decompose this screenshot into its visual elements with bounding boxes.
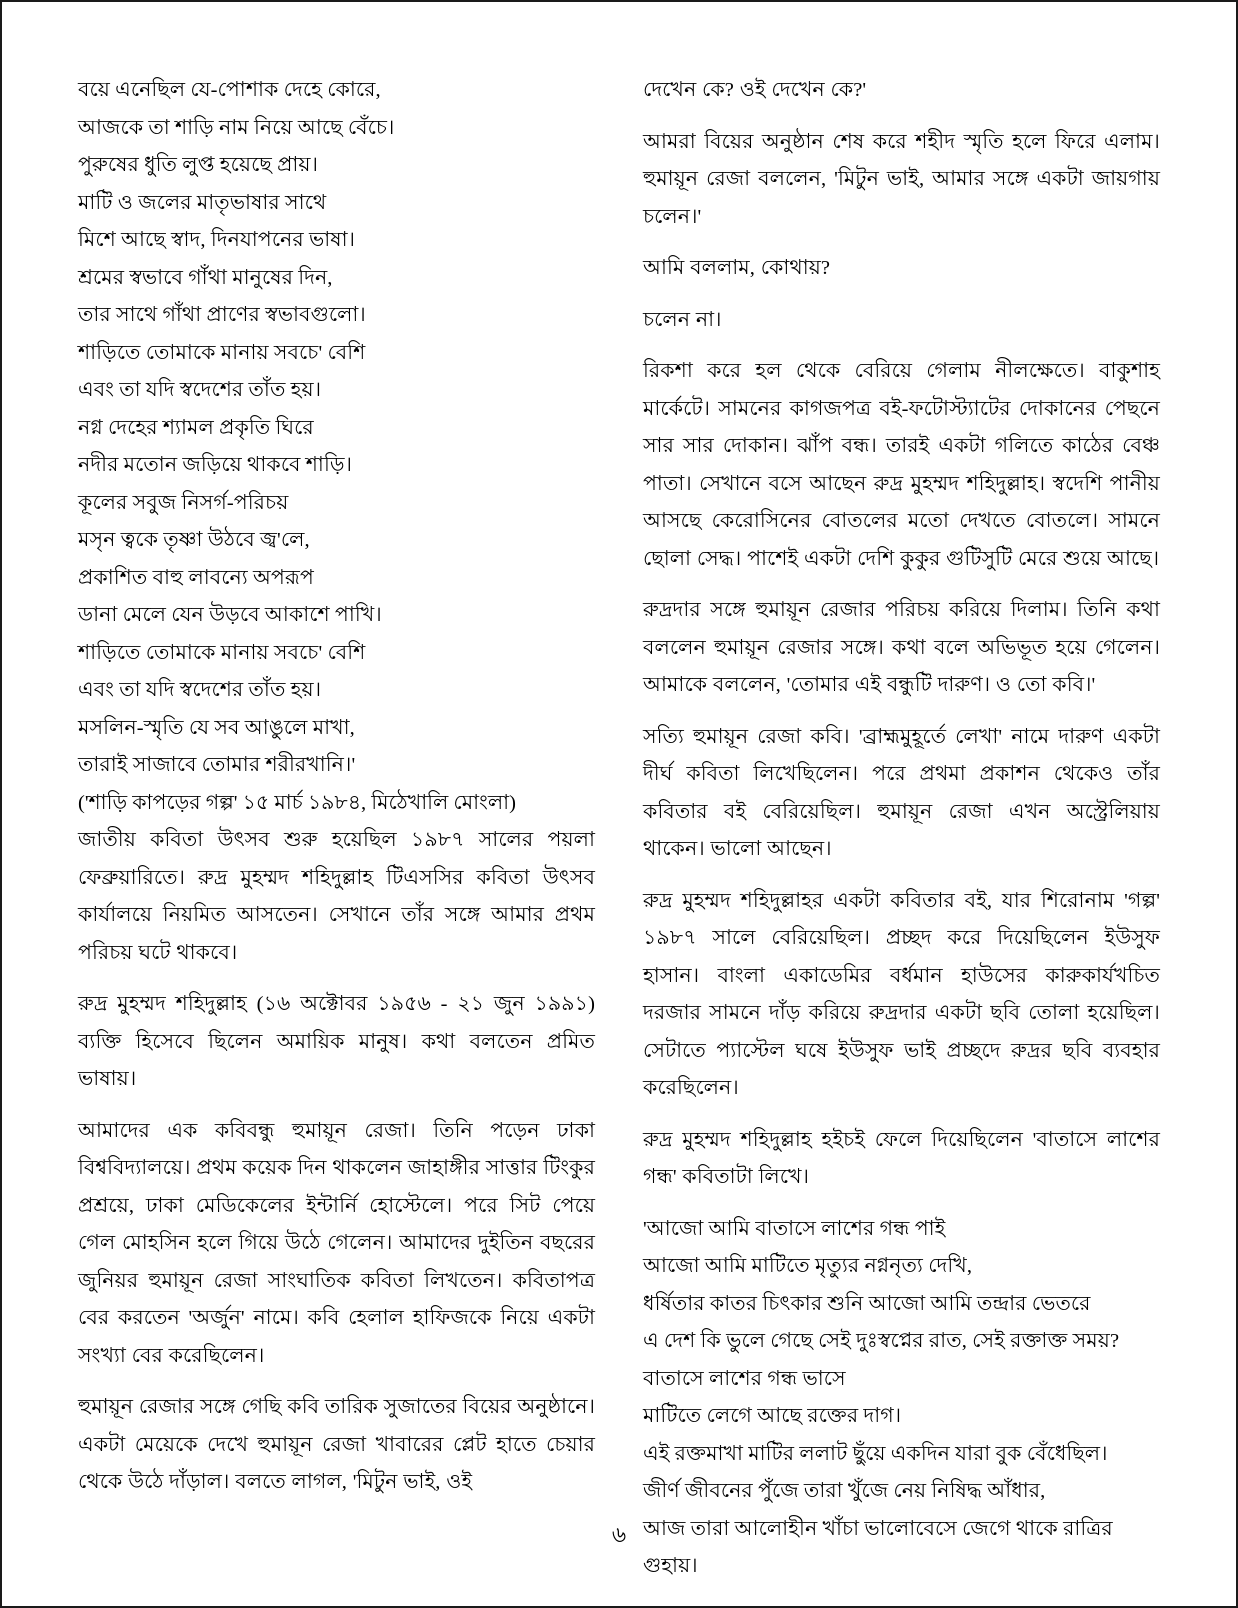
poem-line: বাতাসে লাশের গন্ধ ভাসে (643, 1367, 846, 1390)
two-column-body (78, 72, 1160, 1577)
poem-line: আজো আমি মাটিতে মৃত্যুর নগ্ননৃত্য দেখি, (643, 1255, 973, 1277)
poem-line: মসৃন ত্বকে তৃষ্ণা উঠবে জ্ব'লে, (78, 529, 310, 551)
poem-line: ধর্ষিতার কাতর চিৎকার শুনি আজো আমি তন্দ্রার ভেতরে (643, 1292, 1091, 1315)
paragraph: চলেন না। (643, 308, 722, 331)
poem-line: এবং তা যদি স্বদেশের তাঁত হয়। (78, 379, 322, 401)
poem-line: আজ তারা আলোহীন খাঁচা ভালোবেসে জেগে থাকে রাত্রির (643, 1517, 1113, 1540)
poem-line: শ্রমের স্বভাবে গাঁথা মানুষের দিন, (78, 266, 333, 289)
spacer (643, 1197, 1160, 1211)
poem-line: কূলের সবুজ নিসর্গ-পরিচয় (78, 491, 289, 514)
poem-line: মাটিতে লেগে আছে রক্তের দাগ। (643, 1405, 902, 1427)
poem-line: এ দেশ কি ভুলে গেছে সেই দুঃস্বপ্নের রাত, সেই রক্তাক্ত সময়? (643, 1330, 1120, 1352)
poem-line: পুরুষের ধুতি লুপ্ত হয়েছে প্রায়। (78, 154, 319, 176)
poem-attribution: ('শাড়ি কাপড়ের গল্প' ১৫ মার্চ ১৯৮৪, মিঠেখালি মোংলা) (78, 791, 516, 814)
poem-line: প্রকাশিত বাহু লাবন্যে অপরূপ (78, 566, 314, 589)
poem-line: মিশে আছে স্বাদ, দিনযাপনের ভাষা। (78, 229, 356, 251)
poem-line: 'আজো আমি বাতাসে লাশের গন্ধ পাই (643, 1217, 946, 1240)
paragraph: আমাদের এক কবিবন্ধু হুমায়ূন রেজা। তিনি পড়েন ঢাকা বিশ্ববিদ্যালয়ে। প্রথম কয়েক দিন থাকলেন জাহাঙ্গীর সাত্তার টিংকুর প্রশ্রয়ে, ঢাকা মেডিকেলের ইন্টার্নি হোস্টেলে। পরে সিট পেয়ে গেল মোহসিন হলে গিয়ে উঠে গেলেন। আমাদের দুইতিন বছরের জুনিয়র হুমায়ূন রেজা সাংঘাতিক কবিতা লিখতেন। কবিতাপত্র বের করতেন 'অর্জুন' নামে। কবি হেলাল হাফিজকে নিয়ে একটা সংখ্যা বের করেছিলেন। (78, 1119, 595, 1367)
poem-line: ডানা মেলে যেন উড়বে আকাশে পাখি। (78, 604, 382, 626)
right-column (643, 72, 1160, 1577)
paragraph: রুদ্র মুহম্মদ শহিদুল্লাহর একটা কবিতার বই, যার শিরোনাম 'গল্প' ১৯৮৭ সালে বেরিয়েছিল। প্রচ্ছদ করে দিয়েছিলেন ইউসুফ হাসান। বাংলা একাডেমির বর্ধমান হাউসের কারুকার্যখচিত দরজার সামনে দাঁড় করিয়ে রুদ্রদার একটা ছবি তোলা হয়েছিল। সেটাতে প্যাস্টেল ঘষে ইউসুফ ভাই প্রচ্ছদে রুদ্রর ছবি ব্যবহার করেছিলেন। (643, 889, 1160, 1099)
paragraph: রুদ্র মুহম্মদ শহিদুল্লাহ হইচই ফেলে দিয়েছিলেন 'বাতাসে লাশের গন্ধ' কবিতাটা লিখে। (643, 1128, 1160, 1188)
paragraph: সত্যি হুমায়ূন রেজা কবি। 'ব্রাহ্মমুহূর্তে লেখা' নামে দারুণ একটা দীর্ঘ কবিতা লিখেছিলেন। পরে প্রথমা প্রকাশন থেকেও তাঁর কবিতার বই বেরিয়েছিল। হুমায়ূন রেজা এখন অস্ট্রেলিয়ায় থাকেন। ভালো আছেন। (643, 725, 1160, 860)
poem-line: মাটি ও জলের মাতৃভাষার সাথে (78, 191, 327, 214)
paragraph: আমরা বিয়ের অনুষ্ঠান শেষ করে শহীদ স্মৃতি হলে ফিরে এলাম। হুমায়ূন রেজা বললেন, 'মিটুন ভাই, আমার সঙ্গে একটা জায়গায় চলেন।' (643, 130, 1160, 228)
paragraph: আমি বললাম, কোথায়? (643, 257, 831, 279)
poem-line: তারাই সাজাবে তোমার শরীরখানি।' (78, 754, 356, 776)
poem-line: তার সাথে গাঁথা প্রাণের স্বভাবগুলো। (78, 304, 366, 326)
poem-sharee-kaporer-golpo (78, 72, 595, 785)
paragraph: জাতীয় কবিতা উৎসব শুরু হয়েছিল ১৯৮৭ সালের পয়লা ফেব্রুয়ারিতে। রুদ্র মুহম্মদ শহিদুল্লাহ টিএসসির কবিতা উৎসব কার্যালয়ে নিয়মিত আসতেন। সেখানে তাঁর সঙ্গে আমার প্রথম পরিচয় ঘটে থাকবে। (78, 829, 595, 964)
paragraph: রিকশা করে হল থেকে বেরিয়ে গেলাম নীলক্ষেতে। বাকুশাহ মার্কেটে। সামনের কাগজপত্র বই-ফটোস্ট্যাটের দোকানের পেছনে সার সার দোকান। ঝাঁপ বন্ধ। তারই একটা গলিতে কাঠের বেঞ্চ পাতা। সেখানে বসে আছেন রুদ্র মুহম্মদ শহিদুল্লাহ। স্বদেশি পানীয় আসছে কেরোসিনের বোতলের মতো দেখতে বোতলে। সামনে ছোলা সেদ্ধ। পাশেই একটা দেশি কুকুর গুটিসুটি মেরে শুয়ে আছে। (643, 360, 1160, 570)
poem-line: গুহায়। (643, 1555, 698, 1577)
paragraph: রুদ্র মুহম্মদ শহিদুল্লাহ (১৬ অক্টোবর ১৯৫৬ - ২১ জুন ১৯৯১) ব্যক্তি হিসেবে ছিলেন অমায়িক মানুষ। কথা বলতেন প্রমিত ভাষায়। (78, 993, 595, 1090)
paragraph: রুদ্রদার সঙ্গে হুমায়ূন রেজার পরিচয় করিয়ে দিলাম। তিনি কথা বললেন হুমায়ূন রেজার সঙ্গে। কথা বলে অভিভূত হয়ে গেলেন। আমাকে বললেন, 'তোমার এই বন্ধুটি দারুণ। ও তো কবি।' (643, 599, 1160, 696)
poem-line: বয়ে এনেছিল যে-পোশাক দেহে কোরে, (78, 79, 381, 101)
poem-line: নদীর মতোন জড়িয়ে থাকবে শাড়ি। (78, 454, 352, 476)
poem-line: নগ্ন দেহের শ্যামল প্রকৃতি ঘিরে (78, 416, 314, 439)
paragraph: হুমায়ূন রেজার সঙ্গে গেছি কবি তারিক সুজাতের বিয়ের অনুষ্ঠানে। একটা মেয়েকে দেখে হুমায়ূন রেজা খাবারের প্লেট হাতে চেয়ার থেকে উঠে দাঁড়াল। বলতে লাগল, 'মিটুন ভাই, ওই (78, 1396, 596, 1493)
page-number: ৬ (611, 1522, 627, 1547)
left-column (78, 72, 596, 1493)
poem-line: জীর্ণ জীবনের পুঁজে তারা খুঁজে নেয় নিষিদ্ধ আঁধার, (643, 1480, 1046, 1502)
paragraph-continuation: দেখেন কে? ওই দেখেন কে?' (643, 79, 867, 101)
poem-line: শাড়িতে তোমাকে মানায় সবচে' বেশি (78, 341, 366, 364)
poem-line: মসলিন-স্মৃতি যে সব আঙুলে মাখা, (78, 716, 355, 739)
poem-line: এই রক্তমাখা মাটির ললাট ছুঁয়ে একদিন যারা বুক বেঁধেছিল। (643, 1442, 1108, 1465)
poem-line: শাড়িতে তোমাকে মানায় সবচে' বেশি (78, 641, 366, 664)
poem-line: আজকে তা শাড়ি নাম নিয়ে আছে বেঁচে। (78, 116, 395, 139)
poem-line: এবং তা যদি স্বদেশের তাঁত হয়। (78, 679, 322, 701)
